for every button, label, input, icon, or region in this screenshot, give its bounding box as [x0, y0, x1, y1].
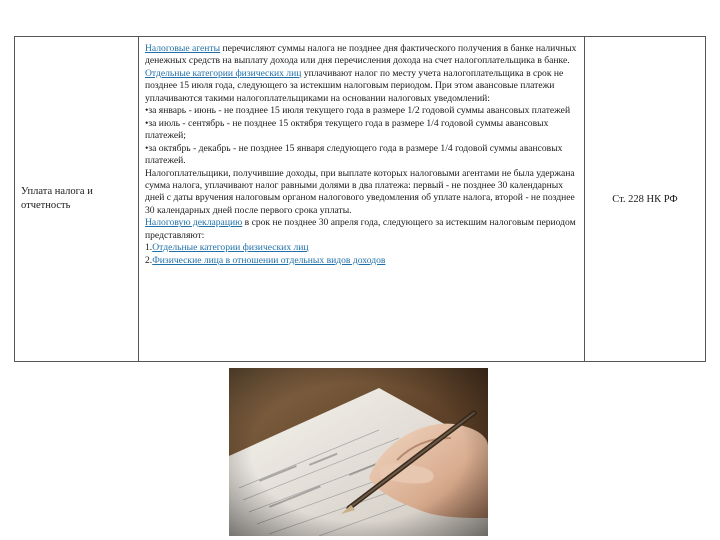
paragraph-unwithheld: Налогоплательщики, получившие доходы, при выплате которых налоговыми агентами не была удержана сумма налога, уплачивают налог равными долями в два платежа: первый - не позднее 30 календарных дней с даты вручения налоговым органом налогового уведомления об уплате налога, второй - не позднее 30 календарных дней после первого срока уплаты.: [145, 167, 575, 216]
info-table: [14, 36, 706, 362]
label-cell: [15, 37, 139, 361]
paragraph-declaration: Налоговую декларацию в срок не позднее 30 апреля года, следующего за истекшим налоговым периодом представляют:: [145, 217, 576, 241]
link-tax-declaration[interactable]: Налоговую декларацию: [145, 217, 243, 229]
bullet-oct-dec: •за октябрь - декабрь - не позднее 15 января следующего года в размере 1/4 годовой суммы авансовых платежей.: [145, 142, 563, 167]
row-label: Уплата налога и отчетность: [21, 186, 93, 211]
link-individual-categories-2[interactable]: Отдельные категории физических лиц: [152, 242, 309, 254]
description-cell: [139, 37, 585, 361]
reference-cell: [585, 37, 705, 361]
list-item-1: 1.Отдельные категории физических лиц: [145, 242, 309, 254]
link-tax-agents[interactable]: Налоговые агенты: [145, 43, 221, 54]
description-text: [145, 43, 578, 267]
law-reference: Ст. 228 НК РФ: [612, 193, 678, 205]
hand-writing-photo: [229, 368, 488, 536]
hand-writing-image: [229, 368, 488, 536]
paragraph-agents: Налоговые агенты перечисляют суммы налога не позднее дня фактического получения в банке наличных денежных средств на выплату дохода или дня перечисления дохода на счет налогоплательщика в банке.: [145, 43, 577, 67]
bullet-jul-sep: •за июль - сентябрь - не позднее 15 октября текущего года в размере 1/4 годовой суммы авансовых платежей;: [145, 117, 549, 142]
link-individual-categories[interactable]: Отдельные категории физических лиц: [145, 67, 302, 79]
list-item-2: 2.Физические лица в отношении отдельных видов доходов: [145, 254, 386, 266]
link-specific-incomes[interactable]: Физические лица в отношении отдельных видов доходов: [152, 254, 386, 266]
bullet-jan-jun: •за январь - июнь - не позднее 15 июля текущего года в размере 1/2 годовой суммы авансовых платежей: [145, 105, 571, 117]
paragraph-individuals: Отдельные категории физических лиц уплачивают налог по месту учета налогоплательщика в срок не позднее 15 июля года, следующего за истекшим налоговым периодом. При этом авансовые платежи уплачиваются такими налогоплательщиками на основании налоговых уведомлений:: [145, 67, 564, 104]
